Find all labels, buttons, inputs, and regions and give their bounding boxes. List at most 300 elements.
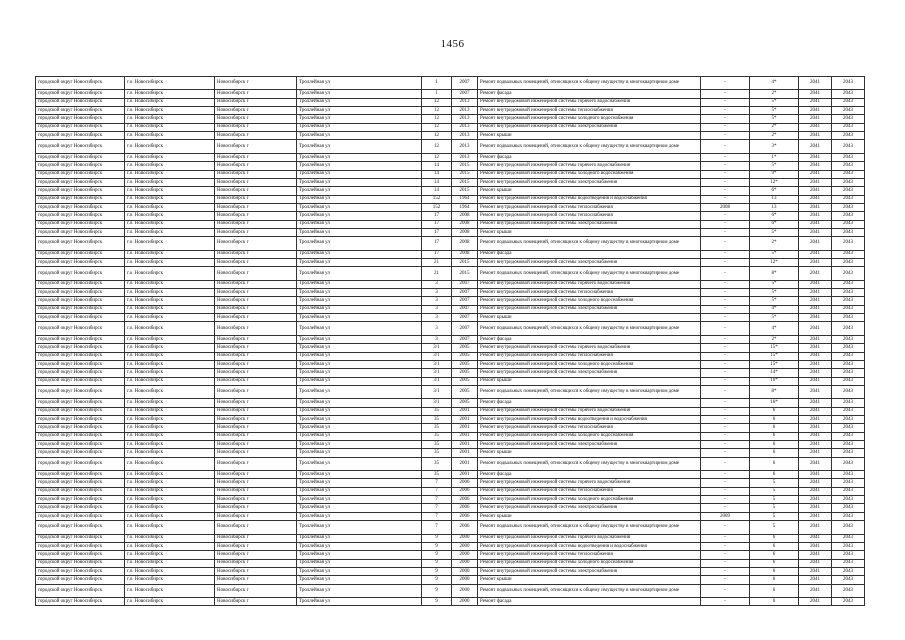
city-cell: Новосибирск г [215, 123, 297, 131]
municipality-cell: городской округ Новосибирск [36, 352, 125, 360]
period-cell: 8* [750, 385, 799, 398]
period-cell: 13 [750, 203, 799, 211]
city-cell: Новосибирск г [215, 195, 297, 203]
street-cell: Троллейная ул [297, 521, 422, 534]
work-type-cell: Ремонт крыши [478, 187, 701, 195]
table-row [36, 377, 865, 385]
work-type-cell: Ремонт внутридомовой инженерной системы электроснабжения [478, 220, 701, 228]
end-year-cell: 2043 [832, 457, 865, 470]
house-number-cell: 17 [422, 220, 452, 228]
table-row [36, 449, 865, 457]
city-cell: Новосибирск г [215, 598, 297, 606]
start-year-cell: 2041 [799, 352, 832, 360]
table-row [36, 407, 865, 415]
street-cell: Троллейная ул [297, 203, 422, 211]
period-cell: 16* [750, 377, 799, 385]
end-year-cell: 2043 [832, 352, 865, 360]
street-cell: Троллейная ул [297, 399, 422, 407]
municipality-cell: городской округ Новосибирск [36, 153, 125, 161]
municipality-cell: городской округ Новосибирск [36, 567, 125, 575]
work-type-cell: Ремонт внутридомовой инженерной системы электроснабжения [478, 369, 701, 377]
street-cell: Троллейная ул [297, 504, 422, 512]
end-year-cell: 2043 [832, 385, 865, 398]
work-type-cell: Ремонт внутридомовой инженерной системы горячего водоснабжения [478, 407, 701, 415]
end-year-cell: 2043 [832, 115, 865, 123]
house-number-cell: 17 [422, 250, 452, 258]
district-cell: г.о. Новосибирск [125, 559, 215, 567]
period-cell: 6 [750, 424, 799, 432]
table-row [36, 576, 865, 584]
municipality-cell: городской округ Новосибирск [36, 335, 125, 343]
district-cell: г.о. Новосибирск [125, 289, 215, 297]
work-type-cell: Ремонт внутридомовой инженерной системы электроснабжения [478, 567, 701, 575]
municipality-cell: городской округ Новосибирск [36, 132, 125, 140]
district-cell: г.о. Новосибирск [125, 212, 215, 220]
street-cell: Троллейная ул [297, 584, 422, 597]
end-year-cell: 2043 [832, 237, 865, 250]
municipality-cell: городской округ Новосибирск [36, 559, 125, 567]
house-number-cell: 3/1 [422, 352, 452, 360]
build-year-cell: 1964 [452, 195, 478, 203]
municipality-cell: городской округ Новосибирск [36, 107, 125, 115]
build-year-cell: 2007 [452, 280, 478, 288]
build-year-cell: 2006 [452, 496, 478, 504]
period-cell: 6 [750, 407, 799, 415]
house-number-cell: 17 [422, 212, 452, 220]
build-year-cell: 2013 [452, 132, 478, 140]
municipality-cell: городской округ Новосибирск [36, 187, 125, 195]
end-year-cell: 2043 [832, 487, 865, 495]
build-year-cell: 2008 [452, 220, 478, 228]
city-cell: Новосибирск г [215, 449, 297, 457]
end-year-cell: 2043 [832, 441, 865, 449]
table-row [36, 187, 865, 195]
house-number-cell: 12 [422, 140, 452, 153]
end-year-cell: 2043 [832, 551, 865, 559]
district-cell: г.о. Новосибирск [125, 449, 215, 457]
municipality-cell: городской округ Новосибирск [36, 360, 125, 368]
table-row [36, 132, 865, 140]
street-cell: Троллейная ул [297, 424, 422, 432]
municipality-cell: городской округ Новосибирск [36, 576, 125, 584]
build-year-cell: 2013 [452, 153, 478, 161]
start-year-cell: 2041 [799, 360, 832, 368]
city-cell: Новосибирск г [215, 385, 297, 398]
house-number-cell: 21 [422, 259, 452, 267]
end-year-cell: 2043 [832, 212, 865, 220]
house-number-cell: 9 [422, 584, 452, 597]
street-cell: Троллейная ул [297, 471, 422, 479]
district-cell: г.о. Новосибирск [125, 220, 215, 228]
last-repair-year-cell: - [701, 297, 750, 305]
period-cell: 6 [750, 542, 799, 550]
last-repair-year-cell: - [701, 170, 750, 178]
last-repair-year-cell: - [701, 314, 750, 322]
last-repair-year-cell: - [701, 322, 750, 335]
city-cell: Новосибирск г [215, 305, 297, 313]
period-cell: 5 [750, 487, 799, 495]
city-cell: Новосибирск г [215, 259, 297, 267]
build-year-cell: 2007 [452, 297, 478, 305]
end-year-cell: 2043 [832, 228, 865, 236]
period-cell: 6* [750, 187, 799, 195]
house-number-cell: 17 [422, 228, 452, 236]
period-cell: 15* [750, 344, 799, 352]
last-repair-year-cell: - [701, 449, 750, 457]
last-repair-year-cell: - [701, 305, 750, 313]
table-row [36, 352, 865, 360]
municipality-cell: городской округ Новосибирск [36, 170, 125, 178]
build-year-cell: 2008 [452, 212, 478, 220]
municipality-cell: городской округ Новосибирск [36, 250, 125, 258]
start-year-cell: 2041 [799, 521, 832, 534]
street-cell: Троллейная ул [297, 115, 422, 123]
street-cell: Троллейная ул [297, 352, 422, 360]
table-row [36, 487, 865, 495]
build-year-cell: 2000 [452, 584, 478, 597]
work-type-cell: Ремонт подвальных помещений, относящихся к общему имуществу в многоквартирном доме [478, 457, 701, 470]
city-cell: Новосибирск г [215, 551, 297, 559]
city-cell: Новосибирск г [215, 335, 297, 343]
district-cell: г.о. Новосибирск [125, 305, 215, 313]
street-cell: Троллейная ул [297, 107, 422, 115]
last-repair-year-cell: - [701, 416, 750, 424]
last-repair-year-cell: - [701, 551, 750, 559]
house-number-cell: 12 [422, 98, 452, 106]
start-year-cell: 2041 [799, 115, 832, 123]
house-number-cell: 12 [422, 123, 452, 131]
table-row [36, 542, 865, 550]
street-cell: Троллейная ул [297, 567, 422, 575]
start-year-cell: 2041 [799, 542, 832, 550]
municipality-cell: городской округ Новосибирск [36, 432, 125, 440]
table-row [36, 259, 865, 267]
start-year-cell: 2041 [799, 170, 832, 178]
street-cell: Троллейная ул [297, 360, 422, 368]
last-repair-year-cell: - [701, 584, 750, 597]
municipality-cell: городской округ Новосибирск [36, 123, 125, 131]
house-number-cell: 3 [422, 289, 452, 297]
last-repair-year-cell: - [701, 360, 750, 368]
street-cell: Троллейная ул [297, 305, 422, 313]
work-type-cell: Ремонт фасада [478, 598, 701, 606]
period-cell: 5* [750, 162, 799, 170]
street-cell: Троллейная ул [297, 314, 422, 322]
last-repair-year-cell: - [701, 496, 750, 504]
period-cell: 4* [750, 77, 799, 90]
house-number-cell: 7 [422, 521, 452, 534]
table-row [36, 153, 865, 161]
start-year-cell: 2041 [799, 551, 832, 559]
district-cell: г.о. Новосибирск [125, 203, 215, 211]
start-year-cell: 2041 [799, 187, 832, 195]
house-number-cell: 35 [422, 457, 452, 470]
start-year-cell: 2041 [799, 132, 832, 140]
city-cell: Новосибирск г [215, 162, 297, 170]
period-cell: 6 [750, 559, 799, 567]
work-type-cell: Ремонт подвальных помещений, относящихся к общему имуществу в многоквартирном доме [478, 322, 701, 335]
city-cell: Новосибирск г [215, 250, 297, 258]
start-year-cell: 2041 [799, 267, 832, 280]
period-cell: 5* [750, 98, 799, 106]
work-type-cell: Ремонт внутридомовой инженерной системы холодного водоснабжения [478, 559, 701, 567]
end-year-cell: 2043 [832, 449, 865, 457]
work-type-cell: Ремонт внутридомовой инженерной системы горячего водоснабжения [478, 479, 701, 487]
page-number: 1456 [440, 38, 465, 50]
street-cell: Троллейная ул [297, 98, 422, 106]
municipality-cell: городской округ Новосибирск [36, 457, 125, 470]
house-number-cell: 35 [422, 432, 452, 440]
start-year-cell: 2041 [799, 322, 832, 335]
district-cell: г.о. Новосибирск [125, 521, 215, 534]
work-type-cell: Ремонт фасада [478, 250, 701, 258]
city-cell: Новосибирск г [215, 297, 297, 305]
street-cell: Троллейная ул [297, 449, 422, 457]
start-year-cell: 2041 [799, 220, 832, 228]
street-cell: Троллейная ул [297, 496, 422, 504]
last-repair-year-cell: - [701, 212, 750, 220]
last-repair-year-cell: - [701, 457, 750, 470]
city-cell: Новосибирск г [215, 559, 297, 567]
work-type-cell: Ремонт внутридомовой инженерной системы теплоснабжения [478, 424, 701, 432]
house-number-cell: 1 [422, 77, 452, 90]
work-type-cell: Ремонт внутридомовой инженерной системы электроснабжения [478, 259, 701, 267]
period-cell: 5* [750, 228, 799, 236]
district-cell: г.о. Новосибирск [125, 457, 215, 470]
start-year-cell: 2041 [799, 153, 832, 161]
period-cell: 13 [750, 195, 799, 203]
start-year-cell: 2041 [799, 259, 832, 267]
city-cell: Новосибирск г [215, 314, 297, 322]
start-year-cell: 2041 [799, 98, 832, 106]
last-repair-year-cell: - [701, 228, 750, 236]
city-cell: Новосибирск г [215, 512, 297, 520]
district-cell: г.о. Новосибирск [125, 567, 215, 575]
end-year-cell: 2043 [832, 132, 865, 140]
table-row [36, 424, 865, 432]
city-cell: Новосибирск г [215, 107, 297, 115]
period-cell: 6* [750, 220, 799, 228]
last-repair-year-cell: - [701, 153, 750, 161]
city-cell: Новосибирск г [215, 487, 297, 495]
house-number-cell: 35 [422, 416, 452, 424]
municipality-cell: городской округ Новосибирск [36, 322, 125, 335]
last-repair-year-cell: - [701, 352, 750, 360]
start-year-cell: 2041 [799, 250, 832, 258]
last-repair-year-cell: - [701, 250, 750, 258]
table-row [36, 457, 865, 470]
build-year-cell: 2006 [452, 521, 478, 534]
district-cell: г.о. Новосибирск [125, 228, 215, 236]
municipality-cell: городской округ Новосибирск [36, 162, 125, 170]
street-cell: Троллейная ул [297, 441, 422, 449]
table-row [36, 237, 865, 250]
build-year-cell: 2001 [452, 416, 478, 424]
municipality-cell: городской округ Новосибирск [36, 471, 125, 479]
build-year-cell: 2000 [452, 598, 478, 606]
start-year-cell: 2041 [799, 567, 832, 575]
district-cell: г.о. Новосибирск [125, 542, 215, 550]
work-type-cell: Ремонт внутридомовой инженерной системы теплоснабжения [478, 212, 701, 220]
start-year-cell: 2041 [799, 432, 832, 440]
table-row [36, 297, 865, 305]
work-type-cell: Ремонт крыши [478, 512, 701, 520]
end-year-cell: 2043 [832, 559, 865, 567]
district-cell: г.о. Новосибирск [125, 115, 215, 123]
end-year-cell: 2043 [832, 567, 865, 575]
build-year-cell: 2000 [452, 542, 478, 550]
work-type-cell: Ремонт подвальных помещений, относящихся к общему имуществу в многоквартирном доме [478, 267, 701, 280]
work-type-cell: Ремонт фасада [478, 471, 701, 479]
build-year-cell: 2005 [452, 344, 478, 352]
end-year-cell: 2043 [832, 322, 865, 335]
period-cell: 2* [750, 335, 799, 343]
street-cell: Троллейная ул [297, 407, 422, 415]
district-cell: г.о. Новосибирск [125, 576, 215, 584]
table-row [36, 90, 865, 98]
municipality-cell: городской округ Новосибирск [36, 521, 125, 534]
last-repair-year-cell: - [701, 77, 750, 90]
work-type-cell: Ремонт внутридомовой инженерной системы холодного водоснабжения [478, 360, 701, 368]
end-year-cell: 2043 [832, 471, 865, 479]
street-cell: Троллейная ул [297, 512, 422, 520]
end-year-cell: 2043 [832, 416, 865, 424]
end-year-cell: 2043 [832, 496, 865, 504]
table-row [36, 385, 865, 398]
end-year-cell: 2043 [832, 504, 865, 512]
municipality-cell: городской округ Новосибирск [36, 212, 125, 220]
end-year-cell: 2043 [832, 521, 865, 534]
start-year-cell: 2041 [799, 377, 832, 385]
start-year-cell: 2041 [799, 195, 832, 203]
period-cell: 3* [750, 140, 799, 153]
municipality-cell: городской округ Новосибирск [36, 305, 125, 313]
work-type-cell: Ремонт внутридомовой инженерной системы горячего водоснабжения [478, 280, 701, 288]
period-cell: 6 [750, 416, 799, 424]
work-type-cell: Ремонт внутридомовой инженерной системы теплоснабжения [478, 203, 701, 211]
house-number-cell: 3/1 [422, 369, 452, 377]
city-cell: Новосибирск г [215, 170, 297, 178]
district-cell: г.о. Новосибирск [125, 280, 215, 288]
work-type-cell: Ремонт подвальных помещений, относящихся к общему имуществу в многоквартирном доме [478, 521, 701, 534]
end-year-cell: 2043 [832, 512, 865, 520]
work-type-cell: Ремонт фасада [478, 90, 701, 98]
table-row [36, 551, 865, 559]
last-repair-year-cell: - [701, 140, 750, 153]
build-year-cell: 2005 [452, 377, 478, 385]
work-type-cell: Ремонт фасада [478, 335, 701, 343]
table-row [36, 559, 865, 567]
end-year-cell: 2043 [832, 267, 865, 280]
end-year-cell: 2043 [832, 534, 865, 542]
house-number-cell: 3/1 [422, 385, 452, 398]
district-cell: г.о. Новосибирск [125, 551, 215, 559]
start-year-cell: 2041 [799, 576, 832, 584]
work-type-cell: Ремонт фасада [478, 399, 701, 407]
build-year-cell: 2015 [452, 267, 478, 280]
last-repair-year-cell: - [701, 237, 750, 250]
street-cell: Троллейная ул [297, 416, 422, 424]
start-year-cell: 2041 [799, 471, 832, 479]
build-year-cell: 2013 [452, 115, 478, 123]
district-cell: г.о. Новосибирск [125, 162, 215, 170]
last-repair-year-cell: - [701, 280, 750, 288]
municipality-cell: городской округ Новосибирск [36, 267, 125, 280]
work-type-cell: Ремонт внутридомовой инженерной системы электроснабжения [478, 441, 701, 449]
work-type-cell: Ремонт внутридомовой инженерной системы водоотведения и водоснабжения [478, 195, 701, 203]
end-year-cell: 2043 [832, 107, 865, 115]
work-type-cell: Ремонт внутридомовой инженерной системы водоотведения и водоснабжения [478, 542, 701, 550]
house-number-cell: 3 [422, 305, 452, 313]
street-cell: Троллейная ул [297, 280, 422, 288]
end-year-cell: 2043 [832, 77, 865, 90]
start-year-cell: 2041 [799, 559, 832, 567]
work-type-cell: Ремонт фасада [478, 153, 701, 161]
city-cell: Новосибирск г [215, 153, 297, 161]
table-row [36, 496, 865, 504]
city-cell: Новосибирск г [215, 228, 297, 236]
build-year-cell: 2007 [452, 322, 478, 335]
city-cell: Новосибирск г [215, 457, 297, 470]
period-cell: 5* [750, 297, 799, 305]
table-row [36, 195, 865, 203]
last-repair-year-cell: - [701, 344, 750, 352]
district-cell: г.о. Новосибирск [125, 479, 215, 487]
end-year-cell: 2043 [832, 259, 865, 267]
table-row [36, 250, 865, 258]
house-number-cell: 14 [422, 170, 452, 178]
start-year-cell: 2041 [799, 385, 832, 398]
work-type-cell: Ремонт крыши [478, 377, 701, 385]
street-cell: Троллейная ул [297, 77, 422, 90]
period-cell: 14* [750, 369, 799, 377]
house-number-cell: 7 [422, 504, 452, 512]
work-type-cell: Ремонт крыши [478, 576, 701, 584]
street-cell: Троллейная ул [297, 487, 422, 495]
start-year-cell: 2041 [799, 399, 832, 407]
last-repair-year-cell: - [701, 471, 750, 479]
last-repair-year-cell: 2009 [701, 512, 750, 520]
last-repair-year-cell: - [701, 187, 750, 195]
table-row [36, 280, 865, 288]
municipality-cell: городской округ Новосибирск [36, 90, 125, 98]
street-cell: Троллейная ул [297, 153, 422, 161]
start-year-cell: 2041 [799, 237, 832, 250]
street-cell: Троллейная ул [297, 187, 422, 195]
build-year-cell: 2000 [452, 559, 478, 567]
period-cell: 6 [750, 449, 799, 457]
house-number-cell: 9 [422, 534, 452, 542]
district-cell: г.о. Новосибирск [125, 432, 215, 440]
table-row [36, 584, 865, 597]
street-cell: Троллейная ул [297, 289, 422, 297]
municipality-cell: городской округ Новосибирск [36, 512, 125, 520]
period-cell: 6 [750, 441, 799, 449]
period-cell: 16* [750, 399, 799, 407]
municipality-cell: городской округ Новосибирск [36, 449, 125, 457]
district-cell: г.о. Новосибирск [125, 352, 215, 360]
street-cell: Троллейная ул [297, 220, 422, 228]
end-year-cell: 2043 [832, 335, 865, 343]
last-repair-year-cell: - [701, 576, 750, 584]
end-year-cell: 2043 [832, 314, 865, 322]
street-cell: Троллейная ул [297, 551, 422, 559]
start-year-cell: 2041 [799, 289, 832, 297]
period-cell: 6 [750, 471, 799, 479]
district-cell: г.о. Новосибирск [125, 314, 215, 322]
end-year-cell: 2043 [832, 297, 865, 305]
table-row [36, 123, 865, 131]
